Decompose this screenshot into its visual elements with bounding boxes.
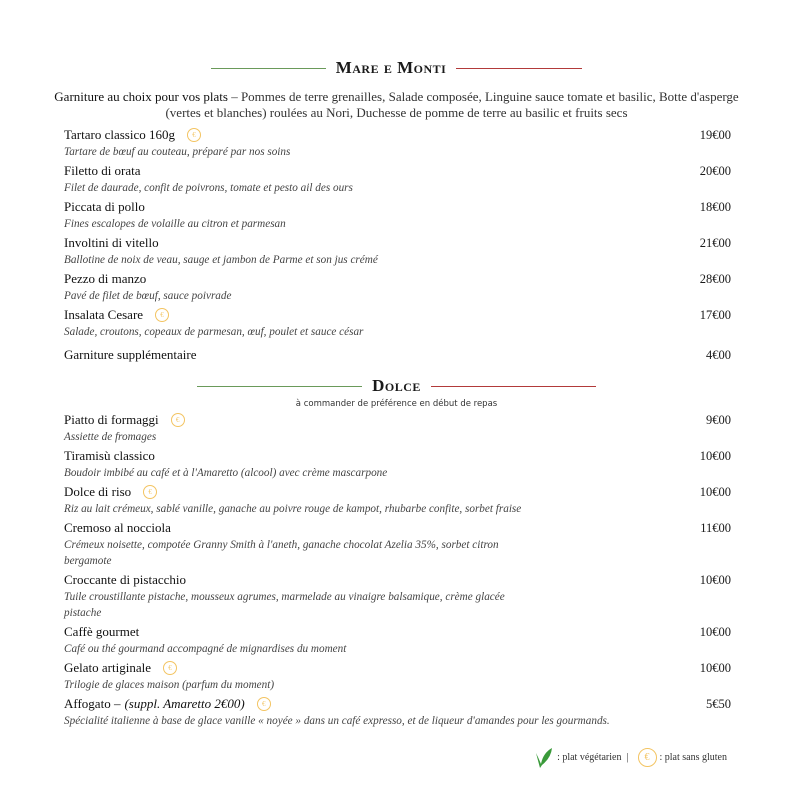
divider-red xyxy=(456,68,582,69)
menu-item xyxy=(64,411,731,445)
dish-description: Riz au lait crémeux, sablé vanille, ganache au poivre rouge de kampot, rhubarbe confite, sorbet fraise xyxy=(64,503,522,515)
menu-item xyxy=(64,447,731,481)
gluten-free-icon: € xyxy=(163,661,177,675)
menu-item xyxy=(64,306,731,340)
garniture-note xyxy=(40,89,753,121)
dish-price: 9€00 xyxy=(706,412,731,427)
dish-name-wrap xyxy=(64,271,146,287)
section-header-mare-e-monti xyxy=(0,58,793,78)
mare-e-monti-list xyxy=(64,126,731,366)
dish-description: Trilogie de glaces maison (parfum du moment) xyxy=(64,679,275,691)
menu-item xyxy=(64,483,731,517)
menu-item xyxy=(64,234,731,268)
dish-name-wrap xyxy=(64,163,141,179)
dish-price: 5€50 xyxy=(706,696,731,711)
legend-separator: | xyxy=(626,751,629,763)
section-subtitle: à commander de préférence en début de repas xyxy=(295,399,498,409)
dish-name-wrap xyxy=(64,127,201,143)
menu-item-row xyxy=(64,571,731,589)
dish-name-suffix: (suppl. Amaretto 2€00) xyxy=(124,696,245,711)
dolce-list xyxy=(64,411,731,731)
dish-price: 10€00 xyxy=(699,660,731,675)
dish-description: Tartare de bœuf au couteau, préparé par nos soins xyxy=(64,146,291,158)
dish-description: Salade, croutons, copeaux de parmesan, œuf, poulet et sauce césar xyxy=(64,326,364,338)
menu-item-row xyxy=(64,270,731,288)
menu-item-row xyxy=(64,411,731,429)
dish-name-wrap xyxy=(64,307,169,323)
menu-item-row xyxy=(64,623,731,641)
dish-description: Fines escalopes de volaille au citron et parmesan xyxy=(64,218,286,230)
dish-description: Crémeux noisette, compotée Granny Smith à l'aneth, ganache chocolat Azelia 35%, sorbet citron bergamote xyxy=(64,539,499,567)
legend-vegetarian: : plat végétarien xyxy=(557,751,622,763)
dish-name: Gelato artiginale xyxy=(64,660,151,675)
gluten-free-icon: € xyxy=(257,697,271,711)
menu-item-row xyxy=(64,306,731,324)
dish-name: Insalata Cesare xyxy=(64,307,144,322)
menu-item-row xyxy=(64,695,731,713)
dish-name: Filetto di orata xyxy=(64,163,141,178)
menu-item xyxy=(64,346,731,364)
dish-name: Caffè gourmet xyxy=(64,624,140,639)
gluten-free-icon: € xyxy=(187,128,201,142)
dish-name-wrap xyxy=(64,520,171,536)
dish-name: Pezzo di manzo xyxy=(64,271,147,286)
gluten-free-icon: € xyxy=(171,413,185,427)
dish-name: Involtini di vitello xyxy=(64,235,159,250)
section-header-dolce xyxy=(0,376,793,396)
dish-name: Tartaro classico 160g xyxy=(64,127,175,142)
vegetarian-leaf-icon xyxy=(534,745,554,769)
garniture-text: – Pommes de terre grenailles, Salade composée, Linguine sauce tomate et basilic, Botte d'asperge (vertes et blanches) roulées au Nori, Duchesse de pomme de terre au basilic et fruits secs xyxy=(165,89,739,120)
dish-name-wrap xyxy=(64,660,177,676)
dish-price: 19€00 xyxy=(699,127,731,142)
dish-name: Tiramisù classico xyxy=(64,448,155,463)
dish-description: Café ou thé gourmand accompagné de mignardises du moment xyxy=(64,643,347,655)
dish-description: Tuile croustillante pistache, mousseux agrumes, marmelade au vinaigre balsamique, crème glacée pistache xyxy=(64,591,505,619)
dish-name-wrap xyxy=(64,347,196,363)
dish-name-wrap xyxy=(64,448,155,464)
dish-name-wrap xyxy=(64,624,139,640)
dish-name-wrap xyxy=(64,572,186,588)
dish-price: 20€00 xyxy=(699,163,731,178)
menu-item-row xyxy=(64,198,731,216)
dish-price: 11€00 xyxy=(700,520,731,535)
dish-price: 28€00 xyxy=(699,271,731,286)
menu-item-row xyxy=(64,234,731,252)
dish-name: Croccante di pistacchio xyxy=(64,572,187,587)
menu-item-row xyxy=(64,483,731,501)
menu-item xyxy=(64,623,731,657)
dish-name-wrap xyxy=(64,199,145,215)
menu-item-row xyxy=(64,346,731,364)
dish-name: Piatto di formaggi xyxy=(64,412,159,427)
dish-price: 10€00 xyxy=(699,624,731,639)
section-title: Dolce xyxy=(372,376,421,395)
menu-item-row xyxy=(64,519,731,537)
divider-green xyxy=(211,68,326,69)
dish-name: Garniture supplémentaire xyxy=(64,347,197,362)
dish-price: 4€00 xyxy=(706,347,731,362)
menu-item xyxy=(64,695,731,729)
dish-name-wrap xyxy=(64,235,159,251)
dish-price: 10€00 xyxy=(699,448,731,463)
menu-item xyxy=(64,571,731,621)
legend xyxy=(534,745,727,769)
dish-price: 10€00 xyxy=(699,484,731,499)
dish-description: Boudoir imbibé au café et à l'Amaretto (alcool) avec crème mascarpone xyxy=(64,467,388,479)
menu-item xyxy=(64,198,731,232)
dish-description: Filet de daurade, confit de poivrons, tomate et pesto ail des ours xyxy=(64,182,353,194)
dish-price: 21€00 xyxy=(699,235,731,250)
menu-item xyxy=(64,270,731,304)
gluten-free-icon: € xyxy=(638,748,657,767)
menu-item-row xyxy=(64,126,731,144)
menu-item xyxy=(64,162,731,196)
dish-description: Assiette de fromages xyxy=(64,431,157,443)
dish-description: Spécialité italienne à base de glace vanille « noyée » dans un café expresso, et de liqueur d'amandes pour les gourmands. xyxy=(64,715,610,727)
gluten-free-icon: € xyxy=(143,485,157,499)
dish-price: 10€00 xyxy=(699,572,731,587)
section-title: Mare e Monti xyxy=(335,58,447,77)
legend-gluten-free: : plat sans gluten xyxy=(659,751,727,763)
dish-price: 17€00 xyxy=(699,307,731,322)
garniture-label: Garniture au choix pour vos plats xyxy=(54,89,228,104)
menu-item-row xyxy=(64,162,731,180)
divider-green xyxy=(197,386,362,387)
menu-item xyxy=(64,519,731,569)
menu-item-row xyxy=(64,447,731,465)
menu-item xyxy=(64,659,731,693)
dish-name: Affogato – xyxy=(64,696,121,711)
dish-description: Ballotine de noix de veau, sauge et jambon de Parme et son jus crémé xyxy=(64,254,378,266)
dish-name: Dolce di riso xyxy=(64,484,132,499)
dish-name-wrap xyxy=(64,412,185,428)
divider-red xyxy=(431,386,596,387)
dish-name: Piccata di pollo xyxy=(64,199,145,214)
menu-item xyxy=(64,126,731,160)
dish-name: Cremoso al nocciola xyxy=(64,520,171,535)
dish-description: Pavé de filet de bœuf, sauce poivrade xyxy=(64,290,232,302)
gluten-free-icon: € xyxy=(155,308,169,322)
dish-name-wrap xyxy=(64,696,271,712)
dish-name-wrap xyxy=(64,484,157,500)
dish-price: 18€00 xyxy=(699,199,731,214)
menu-item-row xyxy=(64,659,731,677)
